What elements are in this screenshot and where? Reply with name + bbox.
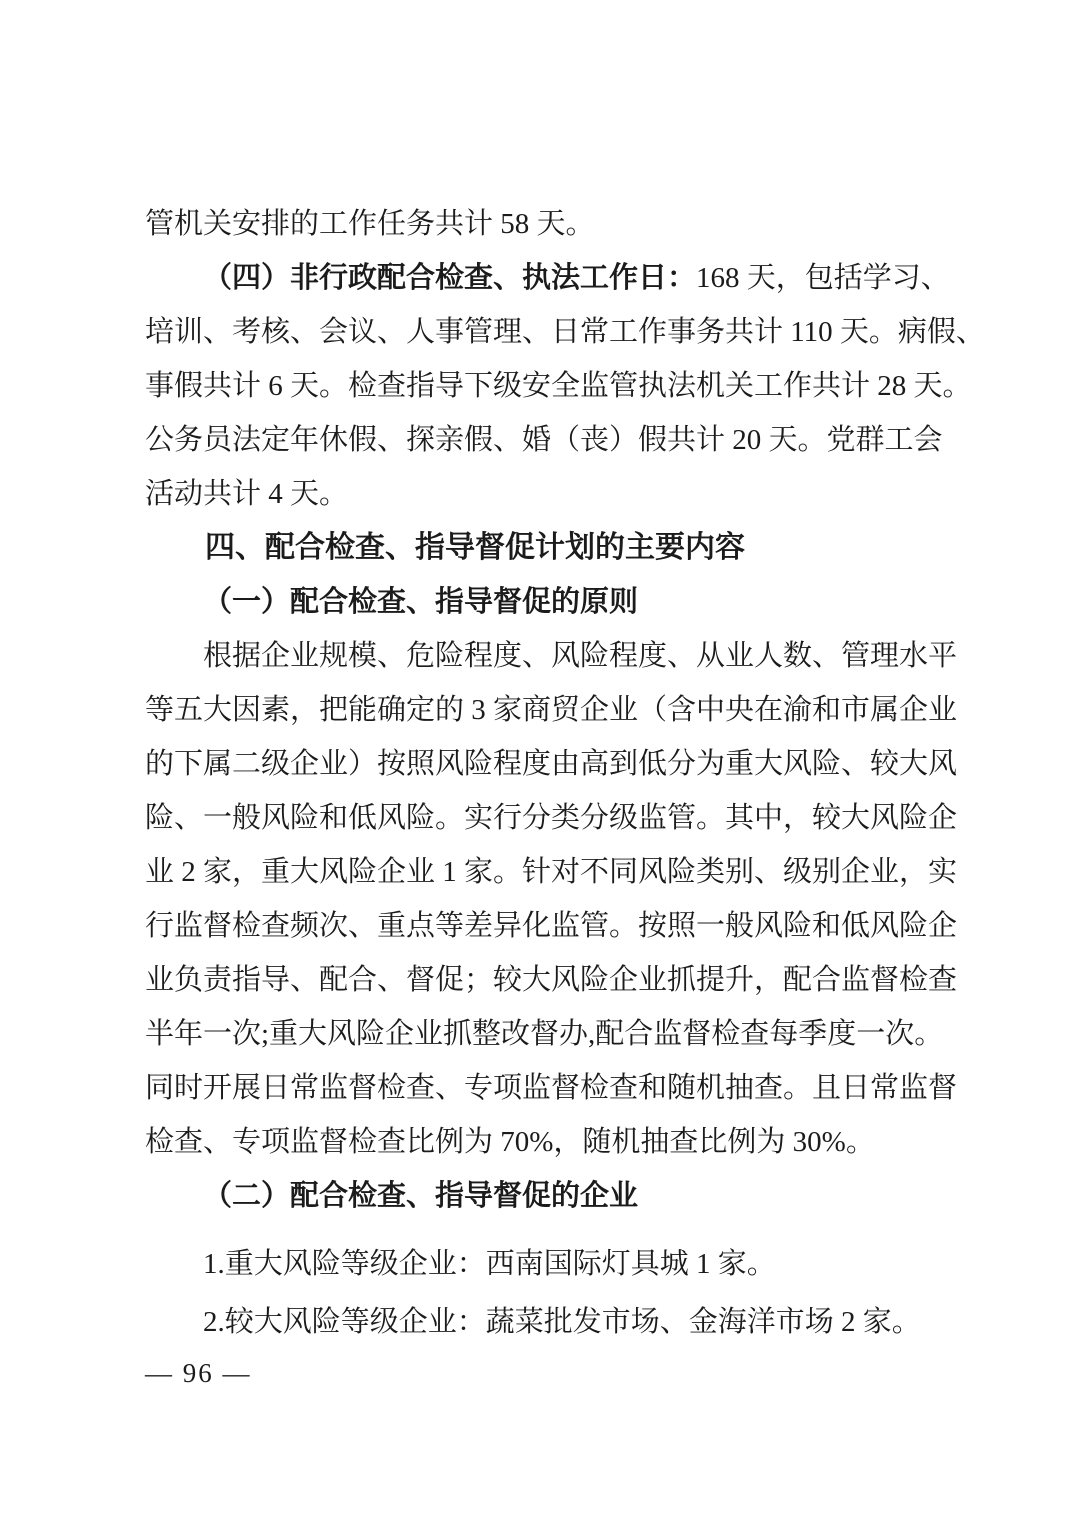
section-heading-text: 四、配合检查、指导督促计划的主要内容 xyxy=(205,531,745,564)
paragraph-text: 同时开展日常监督检查、专项监督检查和随机抽查。且日常监督 xyxy=(145,1072,958,1104)
paragraph-line xyxy=(145,197,951,251)
page-number: — 96 — xyxy=(145,1358,252,1388)
paragraph-text: 事假共计 6 天。检查指导下级安全监管执法机关工作共计 28 天。 xyxy=(145,370,972,402)
paragraph-text: 培训、考核、会议、人事管理、日常工作事务共计 110 天。病假、 xyxy=(145,316,985,348)
paragraph-text: 半年一次;重大风险企业抓整改督办,配合监督检查每季度一次。 xyxy=(145,1018,944,1050)
paragraph-line xyxy=(145,683,958,737)
paragraph-line xyxy=(145,845,958,899)
paragraph-line xyxy=(145,1061,958,1115)
paragraph-line xyxy=(145,953,958,1007)
paragraph-line xyxy=(145,629,958,683)
paragraph-text: 业 2 家，重大风险企业 1 家。针对不同风险类别、级别企业，实 xyxy=(145,856,958,888)
paragraph-line xyxy=(145,791,958,845)
document-text-block xyxy=(145,197,985,1349)
paragraph-line xyxy=(145,251,951,305)
paragraph-line xyxy=(145,467,951,521)
paragraph-text: 活动共计 4 天。 xyxy=(145,478,349,510)
paragraph-text: 行监督检查频次、重点等差异化监管。按照一般风险和低风险企 xyxy=(145,910,958,942)
numbered-item-text: 1.重大风险等级企业：西南国际灯具城 1 家。 xyxy=(203,1248,776,1280)
paragraph-text: 根据企业规模、危险程度、风险程度、从业人数、管理水平 xyxy=(203,640,958,672)
subsection-heading-2 xyxy=(145,1169,951,1223)
subsection-heading-text: （二）配合检查、指导督促的企业 xyxy=(203,1180,639,1212)
paragraph-text: 检查、专项监督检查比例为 70%，随机抽查比例为 30%。 xyxy=(145,1126,875,1158)
paragraph-line xyxy=(145,305,985,359)
numbered-item-1 xyxy=(145,1237,951,1291)
numbered-item-text: 2.较大风险等级企业：蔬菜批发市场、金海洋市场 2 家。 xyxy=(203,1306,921,1338)
paragraph-line xyxy=(145,359,972,413)
paragraph-line xyxy=(145,1115,951,1169)
paragraph-line xyxy=(145,737,958,791)
paragraph-text: 等五大因素，把能确定的 3 家商贸企业（含中央在渝和市属企业 xyxy=(145,694,958,726)
numbered-item-2 xyxy=(145,1295,951,1349)
paragraph-line xyxy=(145,899,958,953)
paragraph-text: 168 天，包括学习、 xyxy=(696,262,950,294)
paragraph-text: 公务员法定年休假、探亲假、婚（丧）假共计 20 天。党群工会 xyxy=(145,424,943,456)
paragraph-line xyxy=(145,1007,951,1061)
subsection-heading-1 xyxy=(145,575,951,629)
paragraph-text: 管机关安排的工作任务共计 58 天。 xyxy=(145,208,595,240)
paragraph-line xyxy=(145,413,951,467)
paragraph-text: 业负责指导、配合、督促；较大风险企业抓提升，配合监督检查 xyxy=(145,964,958,996)
paragraph-text: 险、一般风险和低风险。实行分类分级监管。其中，较大风险企 xyxy=(145,802,958,834)
section-heading-4 xyxy=(145,521,951,575)
paragraph-text: 的下属二级企业）按照风险程度由高到低分为重大风险、较大风 xyxy=(145,748,958,780)
paragraph-lead-text: （四）非行政配合检查、执法工作日： xyxy=(203,262,697,294)
subsection-heading-text: （一）配合检查、指导督促的原则 xyxy=(203,586,639,618)
